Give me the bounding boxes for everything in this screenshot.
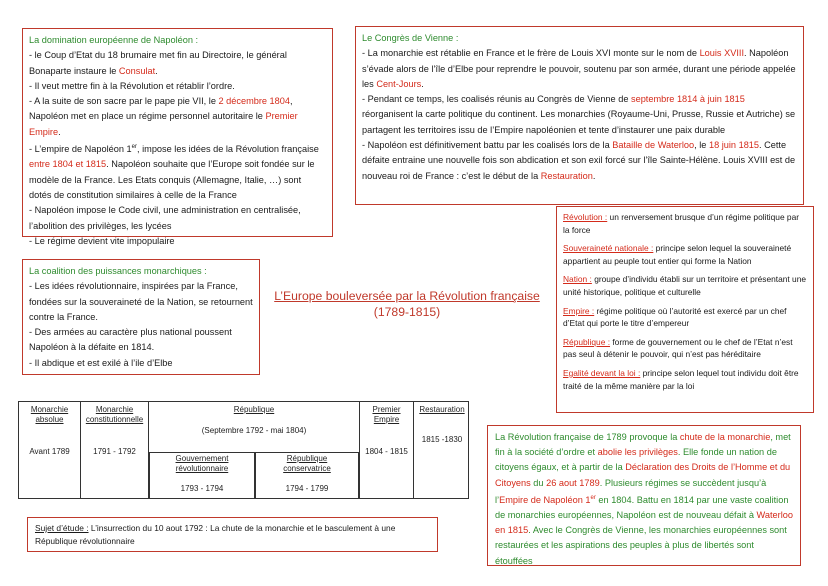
timeline-col-republique: République (Septembre 1792 - mai 1804) Gouvernement révolutionnaire 1793 - 1794 République conservatrice 1794 - 1799 (149, 402, 360, 498)
napoleon-p5: - Napoléon impose le Code civil, une administration en centralisée, l’abolition des privilèges, les lycées (29, 205, 301, 231)
glossary-item: Empire : régime politique où l’autorité est exercé par un chef d’Etat qui porte le titre d’empereur (563, 305, 787, 329)
napoleon-p3: - A la suite de son sacre par le pape pie VII, le 2 décembre 1804, Napoléon met en place un régime personnel autoritaire le Premier Empire. (29, 96, 298, 137)
napoleon-p2: - Il veut mettre fin à la Révolution et rétablir l’ordre. (29, 80, 235, 91)
summary-box (487, 425, 801, 566)
glossary-item: République : forme de gouvernement ou le chef de l’Etat n’est pas seul à détenir le pouvoir, qui n’est pas héréditaire (563, 336, 793, 360)
timeline-col-restauration: Restauration 1815 -1830 (419, 405, 465, 444)
study-text: Sujet d’étude : L’insurrection du 10 aout 1792 : La chute de la monarchie et le basculement à une République révolutionnaire (35, 523, 396, 546)
glossary-item: Révolution : un renversement brusque d’un régime politique par la force (563, 212, 800, 235)
page-title (262, 288, 552, 320)
page-title-line2: (1789-1815) (373, 305, 441, 319)
congres-p1: - La monarchie est rétablie en France et le frère de Louis XVI monte sur le nom de Louis XVIII. Napoléon s’évade alors de l’île d’Elbe pour reprendre le pouvoir, soutenu par son armée, durant une période appelée les Cent-Jours. (362, 48, 796, 89)
glossary-item: Souveraineté nationale : principe selon lequel la souveraineté appartient au peuple tout entier qui forme la Nation (563, 243, 792, 266)
coalition-p2: - Des armées au caractère plus national poussent Napoléon à la défaite en 1814. (29, 327, 232, 353)
congres-p2: - Pendant ce temps, les coalisés réunis au Congrès de Vienne de septembre 1814 à juin 1815 réorganisent la carte politique du continent. Les monarchies (Royaume-Uni, Prusse, Russie et Autriche) se partagent les territoires issu de l’Empire napoléonien et tente d’instaurer une paix durable (362, 94, 796, 135)
glossary-item: Nation : groupe d’individu établi sur un territoire et présentant une unité historique, politique et culturelle (563, 274, 807, 297)
timeline-col-monarchie-constitutionnelle: Monarchie constitutionnelle 1791 - 1792 (81, 402, 149, 498)
congres-box (355, 26, 804, 205)
napoleon-p6: - Le régime devient vite impopulaire (29, 235, 175, 246)
glossary-box (556, 206, 814, 413)
congres-heading: Le Congrès de Vienne : (362, 33, 459, 43)
napoleon-p1: - le Coup d’Etat du 18 brumaire met fin au Directoire, le général Bonaparte instaure le Consulat. (29, 50, 287, 76)
coalition-box (22, 259, 260, 375)
congres-p3: - Napoléon est définitivement battu par les coalisés lors de la Bataille de Waterloo, le 18 juin 1815. Cette défaite entraine une nouvelle fois son abdication et son exil forcé sur l’île Sainte-Hélène. Louis XVIII est de nouveau roi de France : c’est le début de la Restauration. (362, 140, 796, 181)
napoleon-heading: La domination européenne de Napoléon : (29, 35, 199, 45)
glossary-item: Egalité devant la loi : principe selon lequel tout individu doit être traité de la même manière par la loi (563, 367, 799, 391)
coalition-p3: - Il abdique et est exilé à l’ile d’Elbe (29, 357, 173, 368)
coalition-p1: - Les idées révolutionnaire, inspirées par la France, fondées sur la souveraineté de la Nation, se retournent contre la France. (29, 281, 253, 322)
study-label: Sujet d’étude : (35, 523, 89, 533)
timeline-col-monarchie-absolue: Monarchie absolue Avant 1789 (19, 402, 81, 498)
page-title-line1: L’Europe bouleversée par la Révolution française (274, 289, 540, 303)
coalition-heading: La coalition des puissances monarchiques : (29, 266, 207, 276)
regimes-timeline (18, 401, 469, 499)
timeline-col-premier-empire: Premier Empire 1804 - 1815 (360, 402, 414, 498)
summary-text: La Révolution française de 1789 provoque la chute de la monarchie, met fin à la société d’ordre et abolie les privilèges. Elle fonde un nation de citoyens égaux, et à partir de la Déclaration des Droits de l’Homme et du Citoyens du 26 aout 1789. Plusieurs régimes se succèdent jusqu’à l’Empire de Napoléon 1er en 1804. Battu en 1814 par une vaste coalition de monarchies européennes, Napoléon est de nouveau défait à Waterloo en 1815. Avec le Congrès de Vienne, les monarchies européennes sont restaurées et les aspirations des peuples à plus de libertés sont étouffées (495, 432, 793, 566)
timeline-sub-republique-conservatrice: République conservatrice 1794 - 1799 (255, 452, 359, 499)
timeline-sub-gouvernement-revolutionnaire: Gouvernement révolutionnaire 1793 - 1794 (149, 452, 255, 499)
napoleon-box (22, 28, 333, 246)
napoleon-p4: - L’empire de Napoléon 1er, impose les idées de la Révolution française entre 1804 et 1815. Napoléon souhaite que l’Europe soit fondée sur le modèle de la France. Les Etats conquis (Allemagne, Italie, …) sont dotés de constitution similaires à celle de la France (29, 144, 319, 201)
study-box (27, 517, 438, 552)
